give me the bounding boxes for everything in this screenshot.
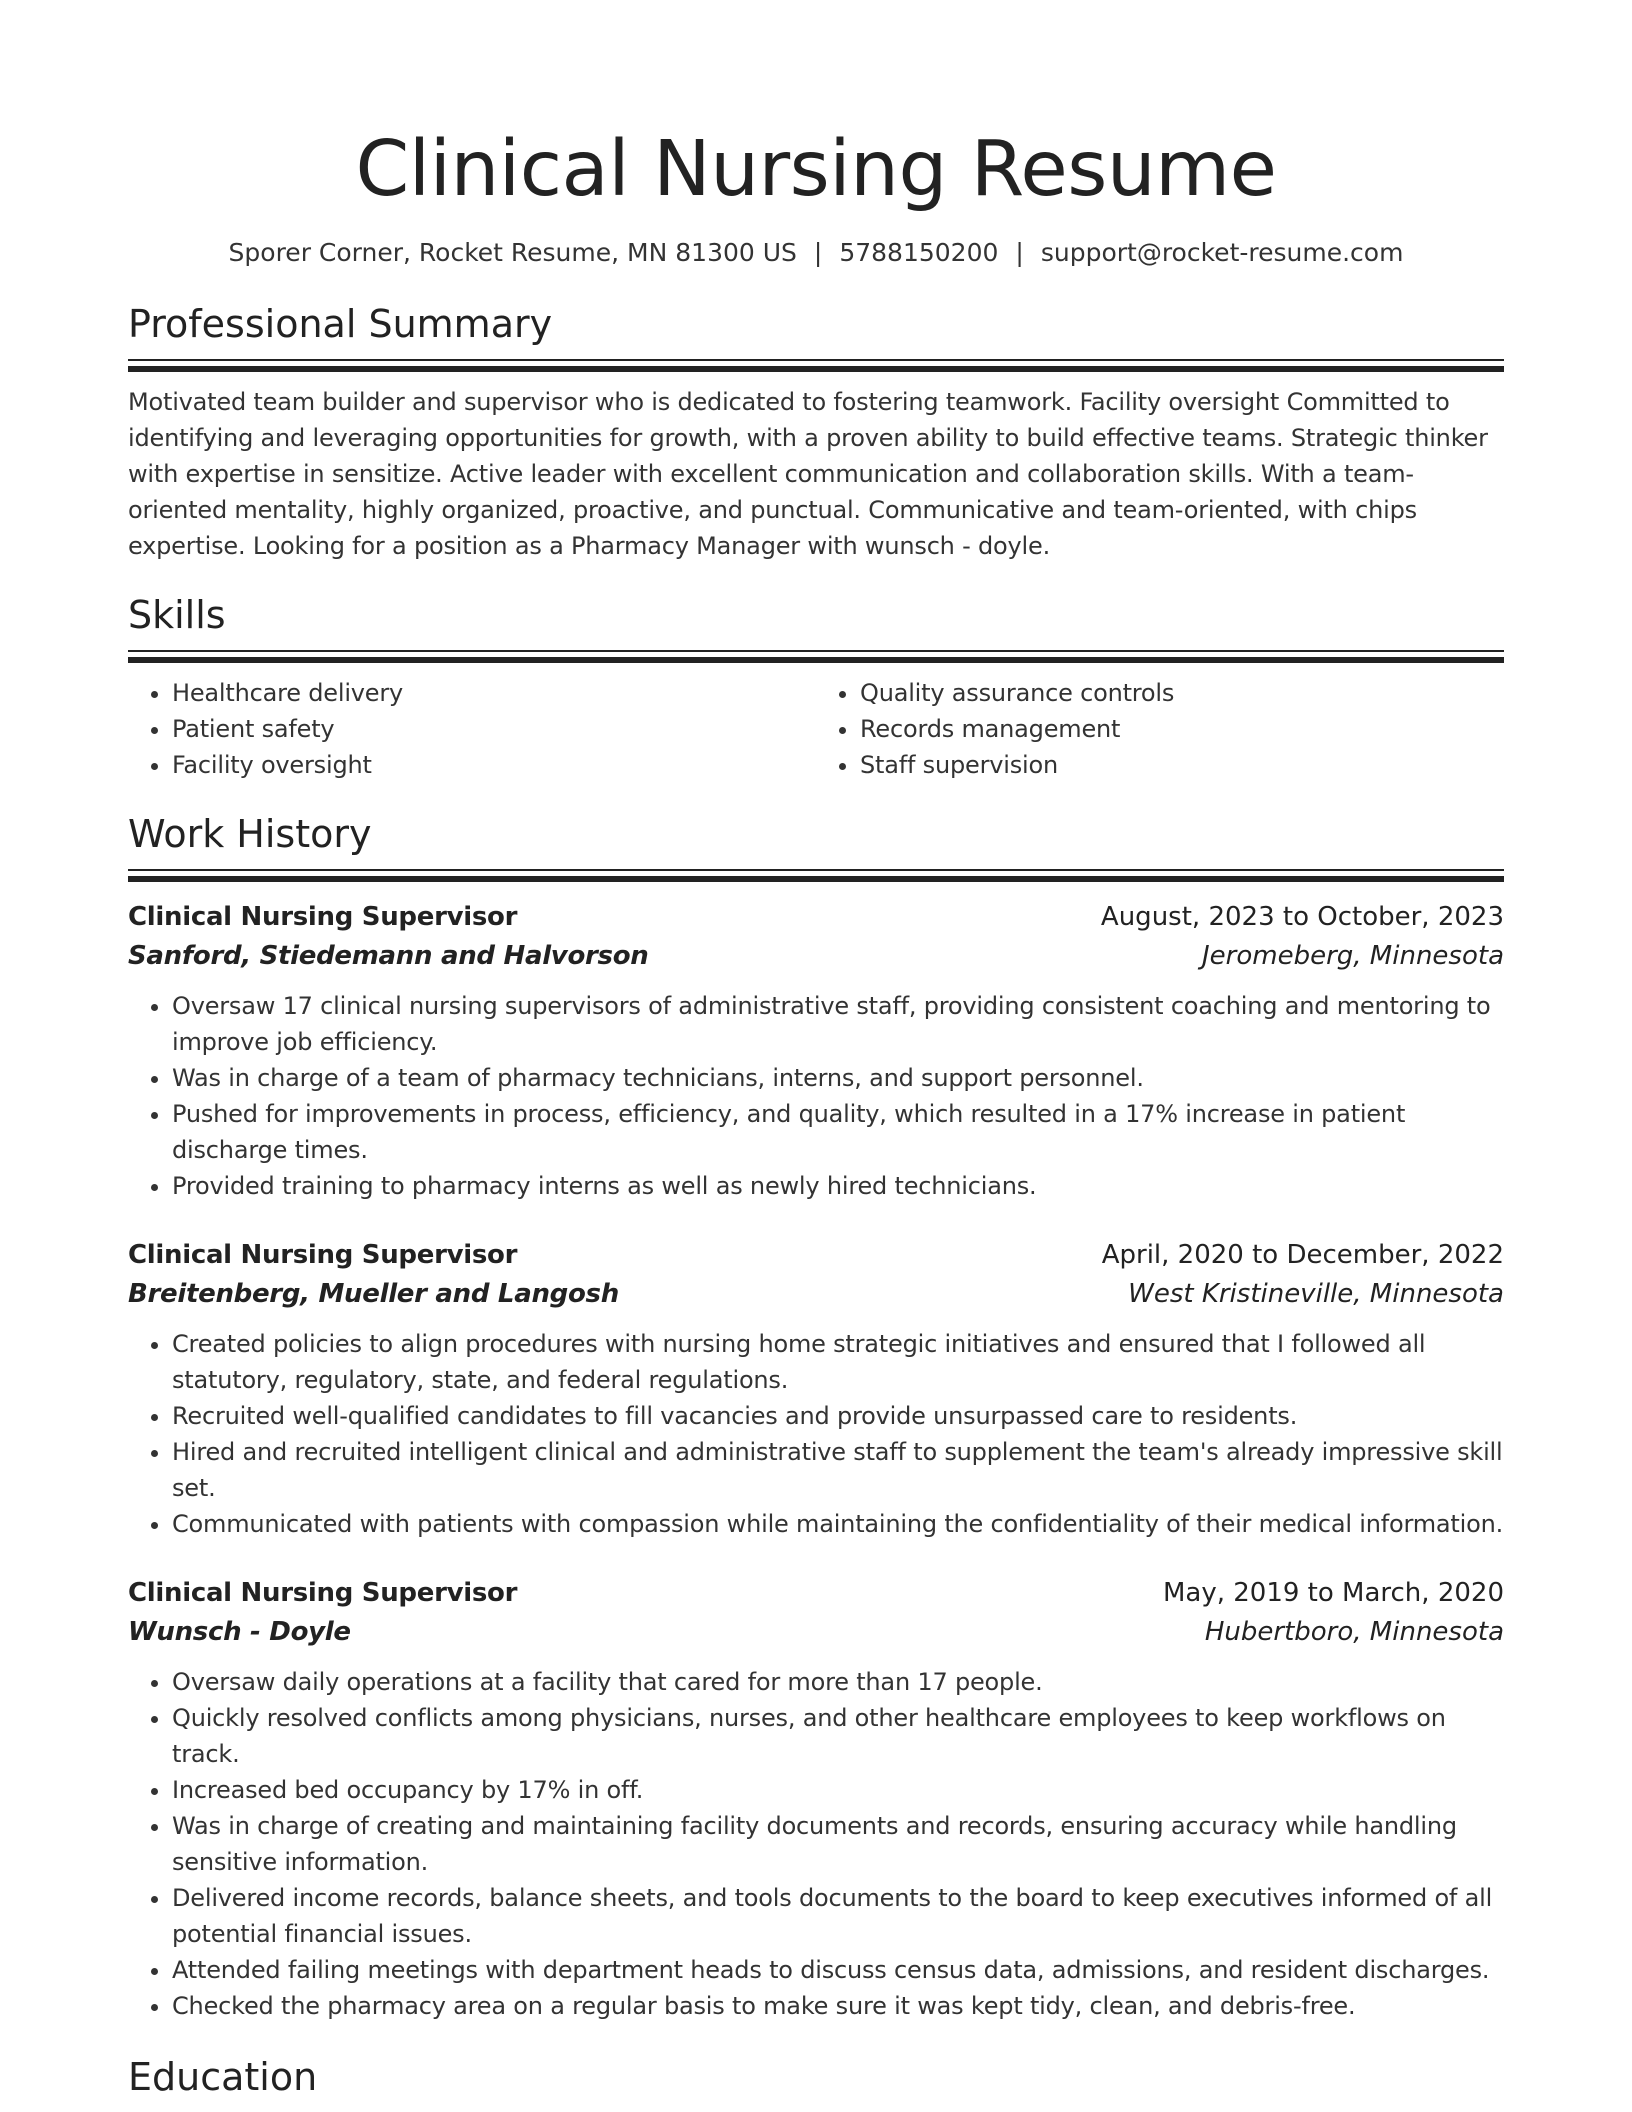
skill-item: • Patient safety [172, 711, 816, 747]
skills-section [128, 590, 1504, 783]
contact-line [128, 236, 1504, 270]
job-title: Clinical Nursing Supervisor [128, 1578, 518, 1608]
job-company: Sanford, Stiedemann and Halvorson [128, 941, 649, 971]
job-entry [128, 898, 1504, 1204]
skill-item: • Facility oversight [172, 747, 816, 783]
skills-column-left [128, 675, 816, 783]
section-heading-skills: Skills [128, 593, 226, 637]
skills-grid [128, 675, 1504, 783]
summary-text: Motivated team builder and supervisor who is dedicated to fostering teamwork. Facility oversight Committed to identifying and leveraging opportunities for growth, with a proven ability to build effective teams. Strategic thinker with expertise in sensitize. Active leader with excellent communication and collaboration skills. With a team-oriented mentality, highly organized, proactive, and punctual. Communicative and team-oriented, with chips expertise. Looking for a position as a Pharmacy Manager with wunsch - doyle. [128, 388, 1488, 560]
contact-address: Sporer Corner, Rocket Resume, MN 81300 US [228, 238, 797, 267]
job-bullets [128, 988, 1504, 1204]
contact-separator: | [813, 238, 823, 267]
job-location: Hubertboro, Minnesota [1204, 1617, 1504, 1647]
resume-title: Clinical Nursing Resume [355, 125, 1277, 214]
job-title: Clinical Nursing Supervisor [128, 902, 518, 932]
section-heading-summary: Professional Summary [128, 302, 553, 346]
job-bullet: • Created policies to align procedures with nursing home strategic initiatives and ensured that I followed all statutory, regulatory, state, and federal regulations. [172, 1326, 1504, 1398]
job-bullet: • Attended failing meetings with department heads to discuss census data, admissions, and resident discharges. [172, 1952, 1504, 1988]
job-bullet: • Recruited well-qualified candidates to fill vacancies and provide unsurpassed care to residents. [172, 1398, 1504, 1434]
job-entry [128, 1236, 1504, 1542]
section-heading-work-history: Work History [128, 812, 372, 856]
skill-item: • Quality assurance controls [860, 675, 1504, 711]
section-divider [128, 650, 1504, 663]
section-heading-education: Education [128, 2055, 318, 2099]
job-bullet: • Checked the pharmacy area on a regular basis to make sure it was kept tidy, clean, and debris-free. [172, 1988, 1504, 2024]
skill-item: • Staff supervision [860, 747, 1504, 783]
work-history-section [128, 809, 1504, 2024]
skill-item: • Healthcare delivery [172, 675, 816, 711]
job-subheader [128, 1274, 1504, 1314]
job-title: Clinical Nursing Supervisor [128, 1240, 518, 1270]
skill-item: • Records management [860, 711, 1504, 747]
job-header [128, 1236, 1504, 1274]
section-divider [128, 869, 1504, 882]
job-bullet: • Increased bed occupancy by 17% in off. [172, 1772, 1504, 1808]
contact-phone: 5788150200 [839, 238, 999, 267]
education-section [128, 2052, 1504, 2102]
job-bullet: • Provided training to pharmacy interns as well as newly hired technicians. [172, 1168, 1504, 1204]
job-location: Jeromeberg, Minnesota [1202, 941, 1504, 971]
job-bullet: • Hired and recruited intelligent clinical and administrative staff to supplement the team's already impressive skill set. [172, 1434, 1504, 1506]
job-bullet: • Oversaw daily operations at a facility that cared for more than 17 people. [172, 1664, 1504, 1700]
job-bullet: • Oversaw 17 clinical nursing supervisors of administrative staff, providing consistent coaching and mentoring to improve job efficiency. [172, 988, 1504, 1060]
job-company: Wunsch - Doyle [128, 1617, 351, 1647]
job-header [128, 898, 1504, 936]
job-dates: May, 2019 to March, 2020 [1162, 1578, 1504, 1608]
job-dates: April, 2020 to December, 2022 [1101, 1240, 1504, 1270]
job-location: West Kristineville, Minnesota [1128, 1279, 1504, 1309]
job-dates: August, 2023 to October, 2023 [1100, 902, 1504, 932]
job-header [128, 1574, 1504, 1612]
job-bullet: • Pushed for improvements in process, efficiency, and quality, which resulted in a 17% increase in patient discharge times. [172, 1096, 1504, 1168]
job-subheader [128, 1612, 1504, 1652]
job-subheader [128, 936, 1504, 976]
job-bullet: • Was in charge of creating and maintaining facility documents and records, ensuring accuracy while handling sensitive information. [172, 1808, 1504, 1880]
summary-section [128, 299, 1504, 564]
job-bullets [128, 1326, 1504, 1542]
job-company: Breitenberg, Mueller and Langosh [128, 1279, 619, 1309]
contact-email: support@rocket-resume.com [1040, 238, 1404, 267]
resume-content [128, 122, 1504, 2102]
contact-separator: | [1015, 238, 1024, 267]
job-bullets [128, 1664, 1504, 2024]
job-bullet: • Delivered income records, balance sheets, and tools documents to the board to keep executives informed of all potential financial issues. [172, 1880, 1504, 1952]
job-bullet: • Communicated with patients with compassion while maintaining the confidentiality of their medical information. [172, 1506, 1504, 1542]
section-divider [128, 359, 1504, 372]
skills-column-right [816, 675, 1504, 783]
job-bullet: • Was in charge of a team of pharmacy technicians, interns, and support personnel. [172, 1060, 1504, 1096]
job-bullet: • Quickly resolved conflicts among physicians, nurses, and other healthcare employees to keep workflows on track. [172, 1700, 1504, 1772]
job-entry [128, 1574, 1504, 2024]
